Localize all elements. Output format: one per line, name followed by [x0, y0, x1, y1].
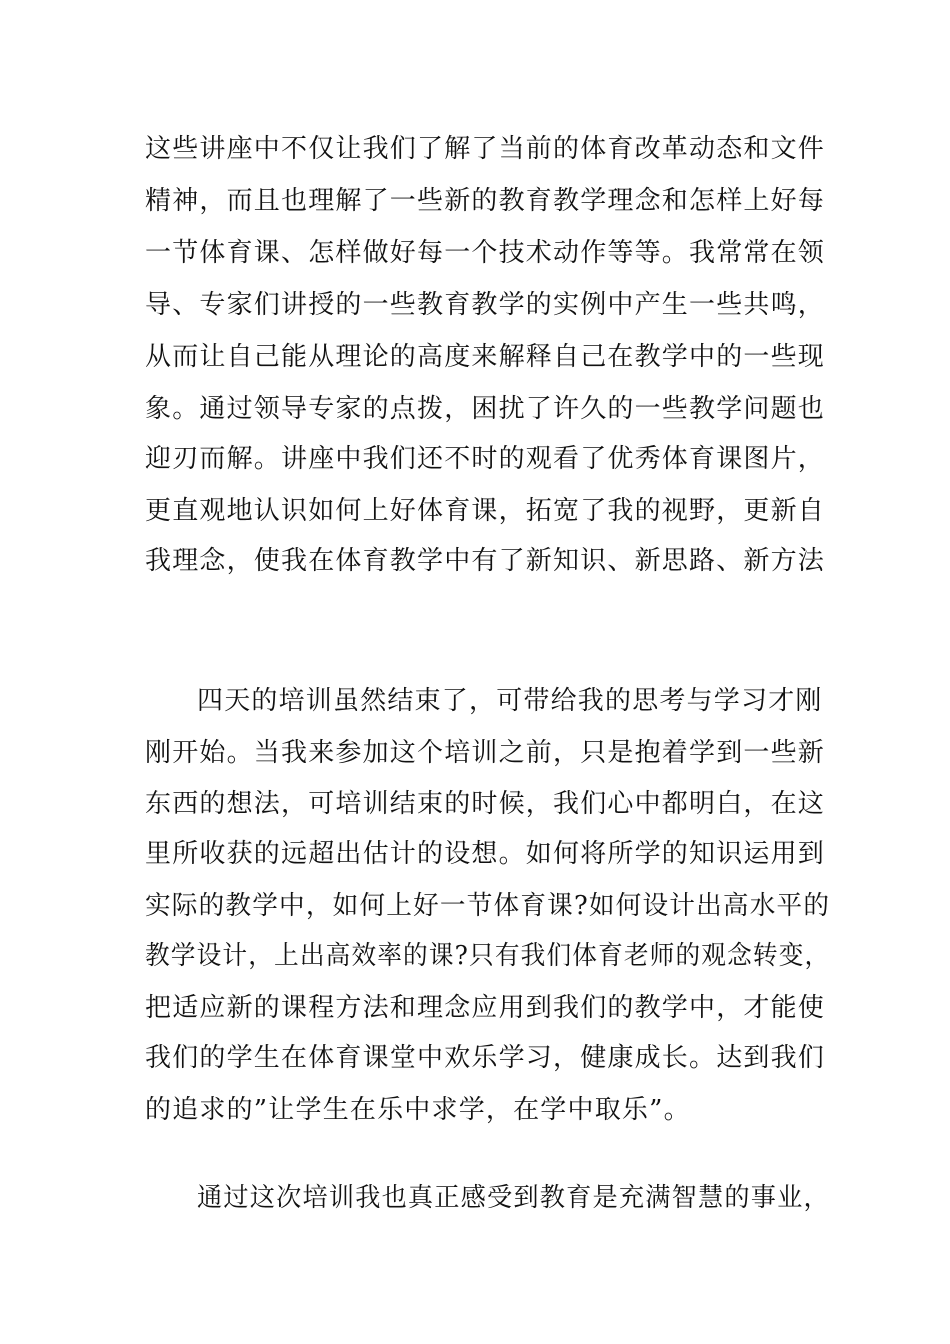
- text-line: 的追求的”让学生在乐中求学，在学中取乐”。: [145, 1095, 691, 1125]
- text-line: 四天的培训虽然结束了，可带给我的思考与学习才刚: [197, 686, 823, 716]
- text-line: 东西的想法，可培训结束的时候，我们心中都明白，在这: [145, 789, 826, 819]
- text-line: 这些讲座中不仅让我们了解了当前的体育改革动态和文件: [145, 134, 826, 164]
- text-line: 更直观地认识如何上好体育课，拓宽了我的视野，更新自: [145, 496, 826, 526]
- text-line: 迎刃而解。讲座中我们还不时的观看了优秀体育课图片，: [145, 444, 826, 474]
- text-line: 导、专家们讲授的一些教育教学的实例中产生一些共鸣，: [145, 290, 826, 320]
- text-line: 一节体育课、怎样做好每一个技术动作等等。我常常在领: [145, 238, 826, 268]
- text-line: 象。通过领导专家的点拨，困扰了许久的一些教学问题也: [145, 394, 826, 424]
- text-line: 教学设计，上出高效率的课?只有我们体育老师的观念转变，: [145, 941, 831, 971]
- text-line: 把适应新的课程方法和理念应用到我们的教学中，才能使: [145, 993, 826, 1023]
- text-line: 我理念，使我在体育教学中有了新知识、新思路、新方法: [145, 546, 826, 576]
- text-line: 实际的教学中，如何上好一节体育课?如何设计出高水平的: [145, 891, 831, 921]
- text-line: 刚开始。当我来参加这个培训之前，只是抱着学到一些新: [145, 738, 826, 768]
- text-line: 通过这次培训我也真正感受到教育是充满智慧的事业，: [197, 1183, 830, 1213]
- text-line: 从而让自己能从理论的高度来解释自己在教学中的一些现: [145, 342, 826, 372]
- text-line: 里所收获的远超出估计的设想。如何将所学的知识运用到: [145, 839, 826, 869]
- text-line: 精神，而且也理解了一些新的教育教学理念和怎样上好每: [145, 186, 826, 216]
- text-line: 我们的学生在体育课堂中欢乐学习，健康成长。达到我们: [145, 1043, 826, 1073]
